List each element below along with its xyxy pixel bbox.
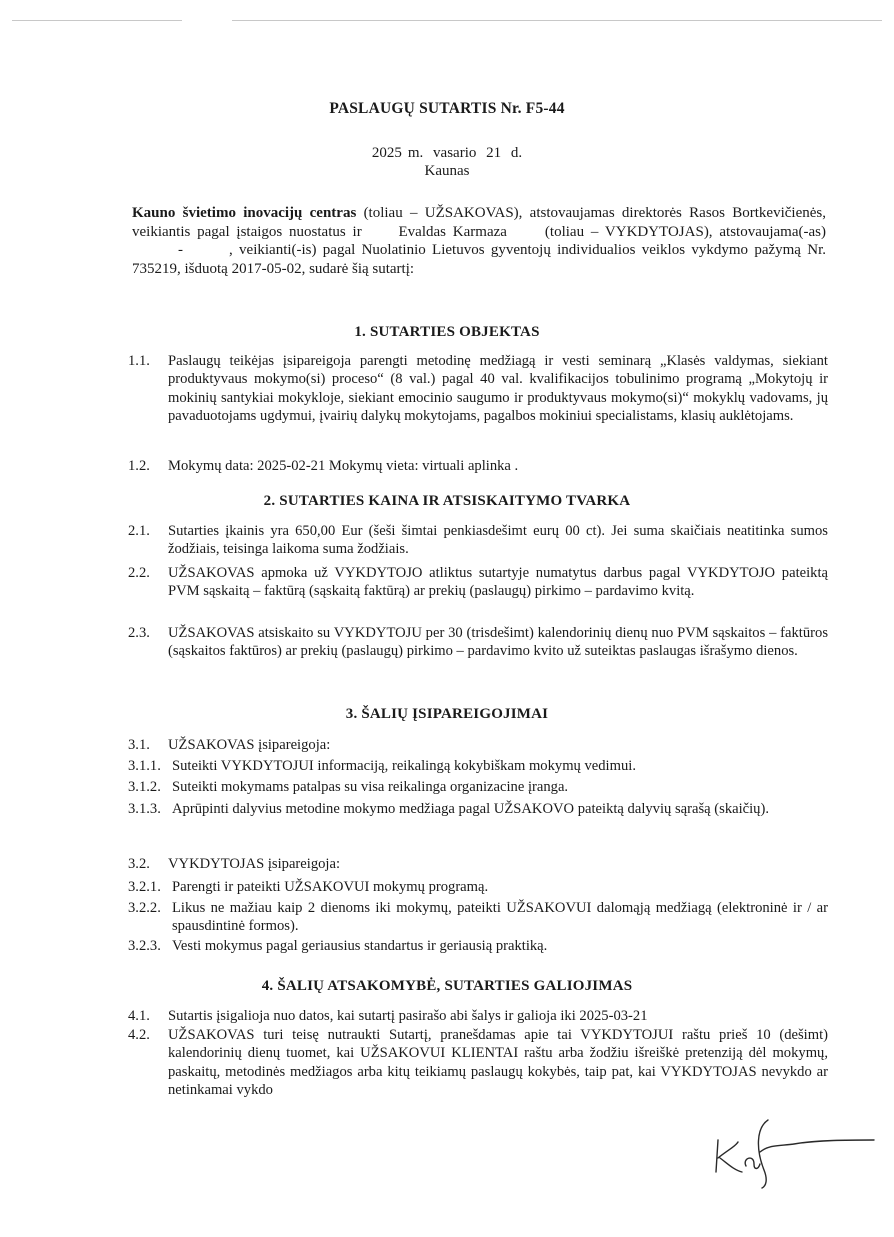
clause-text: Suteikti VYKDYTOJUI informaciją, reikalingą kokybiškam mokymų vedimui. (172, 758, 636, 774)
clause-number: 2.2. (128, 565, 150, 581)
scan-artifact-line (12, 20, 182, 21)
clause-text: Vesti mokymus pagal geriausius standartus ir geriausią praktiką. (172, 938, 548, 954)
date-day-suffix: d. (510, 145, 523, 161)
intro-text-1: (toliau – UŽSAKOVAS), atstovaujamas direktorės Rasos Bortkevičienės, veikiantis pagal įstaigos nuostatus ir (132, 205, 826, 240)
clause-number: 4.1. (128, 1008, 150, 1024)
clause-1-2 (128, 457, 828, 475)
clause-text: Paslaugų teikėjas įsipareigoja parengti metodinę medžiagą ir vesti seminarą „Klasės valdymas, siekiant produktyvaus mokymo(si) proceso“ (8 val.) pagal 40 val. kvalifikacijos tobulinimo programą „Mokytojų ir mokinių santykiai mokykloje, siekiant emocinio saugumo ir produktyvaus mokymo(si)“ mokyklų vadovams, jų pavaduotojams ugdymui, įvairių dalykų mokytojams, pagalbos mokiniui specialistams, klasių auklėtojams. (168, 353, 828, 425)
clause-text: UŽSAKOVAS įsipareigoja: (168, 737, 331, 753)
clause-3-1-1 (128, 757, 828, 775)
clause-text: Mokymų data: 2025-02-21 Mokymų vieta: virtuali aplinka . (168, 458, 519, 474)
clause-number: 3.1.2. (128, 779, 161, 795)
date-year: 2025 (371, 145, 402, 161)
clause-2-3 (128, 624, 828, 661)
clause-number: 3.2.3. (128, 938, 161, 954)
clause-number: 3.2.2. (128, 900, 161, 916)
clause-text: Aprūpinti dalyvius metodine mokymo medžiaga pagal UŽSAKOVO pateiktą dalyvių sąrašą (skaičių). (172, 801, 769, 817)
section-heading-3: 3. ŠALIŲ ĮSIPAREIGOJIMAI (345, 706, 549, 722)
clause-2-1 (128, 522, 828, 559)
clause-number: 3.1. (128, 737, 150, 753)
intro-text-4: , sudarė šią sutartį: (301, 260, 415, 277)
representative-blank: - (178, 242, 183, 259)
clause-text: VYKDYTOJAS įsipareigoja: (168, 856, 341, 872)
clause-4-1 (128, 1007, 828, 1025)
clause-3-1-3 (128, 800, 828, 818)
contract-date (0, 145, 894, 162)
intro-text-3: , veikianti(-is) pagal Nuolatinio Lietuvos gyventojų individualios veiklos vykdymo pažymą Nr. 735219, išduotą 2017-05-02 (132, 242, 826, 277)
clause-text: Sutartis įsigalioja nuo datos, kai sutartį pasirašo abi šalys ir galioja iki 2025-03-21 (168, 1008, 648, 1024)
clause-text: Likus ne mažiau kaip 2 dienoms iki mokymų, pateikti UŽSAKOVUI dalomąją medžiagą (elektroninė ir / ar spausdintinė formos). (172, 900, 828, 935)
contract-intro-paragraph (132, 204, 826, 278)
section-heading-4: 4. ŠALIŲ ATSAKOMYBĖ, SUTARTIES GALIOJIMAS (261, 978, 633, 994)
clause-3-2 (128, 855, 828, 873)
clause-number: 4.2. (128, 1027, 150, 1043)
customer-name: Kauno švietimo inovacijų centras (132, 205, 357, 221)
clause-text: Sutarties įkainis yra 650,00 Eur (šeši šimtai penkiasdešimt eurų 00 ct). Jei suma skaičiais neatitinka sumos žodžiais, teisinga laikoma suma žodžiais. (168, 523, 828, 558)
clause-3-1 (128, 736, 828, 754)
date-month: vasario (433, 145, 477, 161)
clause-number: 3.1.3. (128, 801, 161, 817)
clause-number: 1.2. (128, 458, 150, 474)
section-heading-2: 2. SUTARTIES KAINA IR ATSISKAITYMO TVARKA (263, 493, 631, 509)
date-year-suffix: m. (407, 145, 424, 161)
clause-text: UŽSAKOVAS atsiskaito su VYKDYTOJU per 30 (trisdešimt) kalendorinių dienų nuo PVM sąskaitos – faktūros (sąskaitos faktūros) ar prekių (paslaugų) pirkimo – pardavimo kvito už suteiktas paslaugas išrašymo dienos. (168, 625, 828, 660)
clause-text: Parengti ir pateikti UŽSAKOVUI mokymų programą. (172, 879, 489, 895)
clause-3-2-1 (128, 878, 828, 896)
clause-number: 3.2.1. (128, 879, 161, 895)
section-heading-1: 1. SUTARTIES OBJEKTAS (354, 324, 540, 340)
handwritten-signature (698, 1100, 878, 1190)
clause-text: UŽSAKOVAS turi teisę nutraukti Sutartį, pranešdamas apie tai VYKDYTOJUI raštu prieš 10 (dešimt) kalendorinių dienų tuomet, kai UŽSAKOVUI KLIENTAI raštu arba žodžiu išreiškė pretenziją dėl mokymų, paskaitų, metodinės medžiagos arba kitų teikiamų paslaugų kokybės, taip pat, kai VYKDYTOJAS nevykdo ar netinkamai vykdo (168, 1027, 828, 1099)
clause-1-1 (128, 352, 828, 426)
contractor-name: Evaldas Karmaza (398, 223, 507, 240)
date-day: 21 (486, 145, 502, 161)
intro-text-2: (toliau – VYKDYTOJAS), atstovaujama(-as) (544, 223, 826, 240)
clause-number: 2.3. (128, 625, 150, 641)
document-title: PASLAUGŲ SUTARTIS Nr. F5-44 (329, 100, 565, 117)
clause-text: UŽSAKOVAS apmoka už VYKDYTOJO atliktus sutartyje numatytus darbus pagal VYKDYTOJO pateiktą PVM sąskaitą – faktūrą (sąskaitą faktūrą) ar prekių (paslaugų) pirkimo – pardavimo kvitą. (168, 565, 828, 600)
clause-3-2-2 (128, 899, 828, 936)
clause-number: 2.1. (128, 523, 150, 539)
contract-city: Kaunas (424, 163, 470, 179)
clause-number: 1.1. (128, 353, 150, 369)
clause-number: 3.1.1. (128, 758, 161, 774)
scan-artifact-line (232, 20, 882, 21)
clause-3-1-2 (128, 778, 828, 796)
clause-number: 3.2. (128, 856, 150, 872)
clause-2-2 (128, 564, 828, 601)
clause-text: Suteikti mokymams patalpas su visa reikalinga organizacine įranga. (172, 779, 569, 795)
clause-3-2-3 (128, 937, 828, 955)
clause-4-2 (128, 1026, 828, 1100)
